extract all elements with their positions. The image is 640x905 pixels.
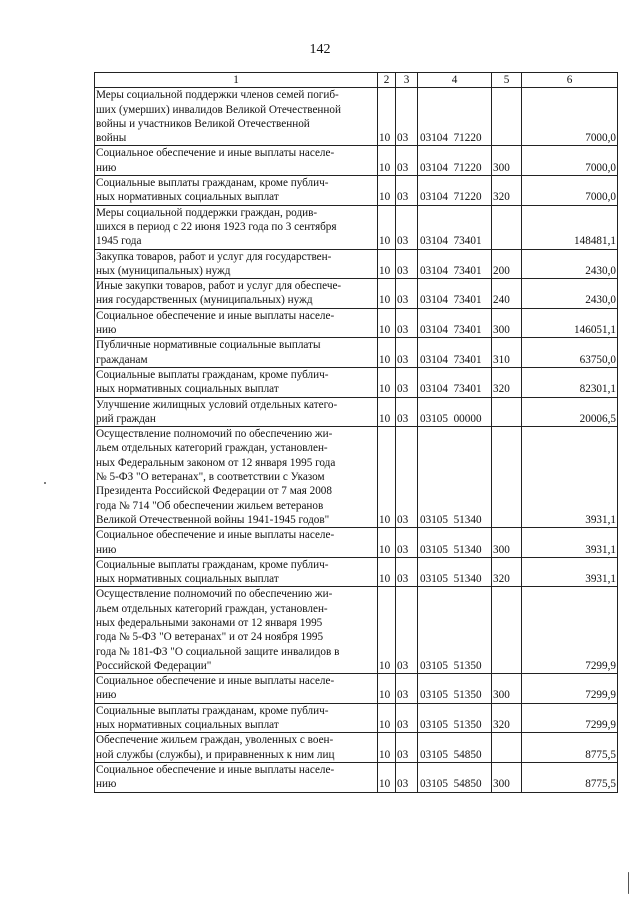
row-amount: 63750,0	[522, 338, 618, 368]
row-description: Социальные выплаты гражданам, кроме публич- ных нормативных социальных выплат	[95, 367, 378, 397]
table-row	[95, 587, 618, 674]
row-code-article: 03104 73401	[418, 249, 492, 279]
row-code-subsection: 03	[396, 733, 418, 763]
row-description: Социальное обеспечение и иные выплаты населе- нию	[95, 528, 378, 558]
row-amount: 82301,1	[522, 367, 618, 397]
table-row	[95, 249, 618, 279]
row-code-article: 03105 51340	[418, 528, 492, 558]
row-amount: 3931,1	[522, 528, 618, 558]
row-code-section: 10	[378, 176, 396, 206]
row-description: Иные закупки товаров, работ и услуг для обеспече- ния государственных (муниципальных) нужд	[95, 279, 378, 309]
row-description: Меры социальной поддержки членов семей погиб- ших (умерших) инвалидов Великой Отечественной войны и участников Великой Отечественной войны	[95, 88, 378, 146]
row-code-article: 03105 51350	[418, 703, 492, 733]
table-row	[95, 338, 618, 368]
header-cell-6: 6	[522, 73, 618, 88]
row-code-type: 300	[492, 528, 522, 558]
row-amount: 148481,1	[522, 205, 618, 249]
row-amount: 7000,0	[522, 176, 618, 206]
table-row	[95, 557, 618, 587]
table-row	[95, 88, 618, 146]
row-code-type: 320	[492, 176, 522, 206]
row-amount: 146051,1	[522, 308, 618, 338]
table-row	[95, 528, 618, 558]
row-code-section: 10	[378, 762, 396, 792]
row-code-section: 10	[378, 249, 396, 279]
scan-speck	[44, 482, 46, 484]
row-code-type: 200	[492, 249, 522, 279]
row-code-article: 03104 71220	[418, 88, 492, 146]
header-cell-5: 5	[492, 73, 522, 88]
row-code-type	[492, 427, 522, 528]
row-code-article: 03105 51350	[418, 587, 492, 674]
row-code-subsection: 03	[396, 249, 418, 279]
row-description: Улучшение жилищных условий отдельных катего- рий граждан	[95, 397, 378, 427]
header-cell-1: 1	[95, 73, 378, 88]
row-code-subsection: 03	[396, 338, 418, 368]
row-code-type: 300	[492, 146, 522, 176]
row-code-article: 03104 71220	[418, 176, 492, 206]
row-code-type: 240	[492, 279, 522, 309]
table-row	[95, 279, 618, 309]
row-code-section: 10	[378, 703, 396, 733]
row-code-subsection: 03	[396, 367, 418, 397]
row-code-subsection: 03	[396, 397, 418, 427]
table-row	[95, 146, 618, 176]
row-amount: 7299,9	[522, 587, 618, 674]
row-code-section: 10	[378, 367, 396, 397]
row-code-subsection: 03	[396, 279, 418, 309]
row-description: Социальное обеспечение и иные выплаты населе- нию	[95, 146, 378, 176]
row-code-subsection: 03	[396, 176, 418, 206]
row-code-section: 10	[378, 88, 396, 146]
row-code-subsection: 03	[396, 427, 418, 528]
header-cell-2: 2	[378, 73, 396, 88]
table-row	[95, 674, 618, 704]
row-code-section: 10	[378, 146, 396, 176]
row-code-subsection: 03	[396, 674, 418, 704]
row-code-article: 03104 73401	[418, 205, 492, 249]
row-code-section: 10	[378, 397, 396, 427]
row-description: Социальные выплаты гражданам, кроме публич- ных нормативных социальных выплат	[95, 176, 378, 206]
row-code-type: 300	[492, 308, 522, 338]
row-code-article: 03104 73401	[418, 308, 492, 338]
row-code-subsection: 03	[396, 205, 418, 249]
row-code-subsection: 03	[396, 308, 418, 338]
table-row	[95, 176, 618, 206]
budget-table	[94, 72, 618, 793]
row-code-section: 10	[378, 279, 396, 309]
row-code-section: 10	[378, 338, 396, 368]
row-code-type: 320	[492, 367, 522, 397]
row-description: Обеспечение жильем граждан, уволенных с воен- ной службы (службы), и приравненных к ним лиц	[95, 733, 378, 763]
scan-speck	[628, 872, 629, 894]
row-code-type	[492, 205, 522, 249]
row-code-type: 300	[492, 762, 522, 792]
row-code-article: 03105 54850	[418, 762, 492, 792]
row-code-article: 03105 51340	[418, 557, 492, 587]
row-code-section: 10	[378, 674, 396, 704]
table-body	[95, 88, 618, 792]
row-description: Социальное обеспечение и иные выплаты населе- нию	[95, 674, 378, 704]
row-amount: 7000,0	[522, 88, 618, 146]
row-amount: 8775,5	[522, 762, 618, 792]
row-code-subsection: 03	[396, 587, 418, 674]
row-code-article: 03104 73401	[418, 367, 492, 397]
row-description: Социальное обеспечение и иные выплаты населе- нию	[95, 762, 378, 792]
row-code-article: 03104 73401	[418, 279, 492, 309]
header-row	[95, 73, 618, 88]
table-row	[95, 367, 618, 397]
row-code-subsection: 03	[396, 146, 418, 176]
row-code-type	[492, 397, 522, 427]
row-description: Публичные нормативные социальные выплаты гражданам	[95, 338, 378, 368]
row-code-section: 10	[378, 308, 396, 338]
table-row	[95, 427, 618, 528]
row-code-type: 320	[492, 557, 522, 587]
row-code-type: 300	[492, 674, 522, 704]
row-amount: 2430,0	[522, 279, 618, 309]
table-row	[95, 205, 618, 249]
row-code-article: 03105 00000	[418, 397, 492, 427]
row-code-section: 10	[378, 733, 396, 763]
row-amount: 2430,0	[522, 249, 618, 279]
table-row	[95, 308, 618, 338]
row-code-type: 310	[492, 338, 522, 368]
row-description: Осуществление полномочий по обеспечению жи- льем отдельных категорий граждан, установлен- ных федеральными законами от 12 января 1995 года № 5-ФЗ "О ветеранах" и от 24 ноября 1995 года № 181-ФЗ "О социальной защите инвалидов в Российской Федерации"	[95, 587, 378, 674]
row-code-article: 03104 71220	[418, 146, 492, 176]
row-description: Социальные выплаты гражданам, кроме публич- ных нормативных социальных выплат	[95, 557, 378, 587]
row-amount: 7299,9	[522, 703, 618, 733]
row-code-subsection: 03	[396, 703, 418, 733]
page-number: 142	[309, 42, 331, 57]
row-code-type: 320	[492, 703, 522, 733]
row-code-subsection: 03	[396, 762, 418, 792]
budget-table-container	[94, 72, 617, 793]
row-code-section: 10	[378, 205, 396, 249]
row-code-type	[492, 587, 522, 674]
row-amount: 3931,1	[522, 557, 618, 587]
row-code-type	[492, 88, 522, 146]
row-code-subsection: 03	[396, 528, 418, 558]
header-cell-3: 3	[396, 73, 418, 88]
row-code-subsection: 03	[396, 88, 418, 146]
row-code-section: 10	[378, 587, 396, 674]
row-amount: 7299,9	[522, 674, 618, 704]
header-cell-4: 4	[418, 73, 492, 88]
table-row	[95, 397, 618, 427]
row-description: Социальные выплаты гражданам, кроме публич- ных нормативных социальных выплат	[95, 703, 378, 733]
row-amount: 3931,1	[522, 427, 618, 528]
row-description: Меры социальной поддержки граждан, родив- шихся в период с 22 июня 1923 года по 3 сентября 1945 года	[95, 205, 378, 249]
row-amount: 7000,0	[522, 146, 618, 176]
row-code-article: 03105 54850	[418, 733, 492, 763]
row-code-subsection: 03	[396, 557, 418, 587]
row-description: Закупка товаров, работ и услуг для государствен- ных (муниципальных) нужд	[95, 249, 378, 279]
row-code-section: 10	[378, 528, 396, 558]
row-code-type	[492, 733, 522, 763]
table-row	[95, 733, 618, 763]
row-code-article: 03105 51340	[418, 427, 492, 528]
row-code-section: 10	[378, 557, 396, 587]
table-row	[95, 762, 618, 792]
row-code-section: 10	[378, 427, 396, 528]
table-row	[95, 703, 618, 733]
row-amount: 8775,5	[522, 733, 618, 763]
row-code-article: 03104 73401	[418, 338, 492, 368]
row-code-article: 03105 51350	[418, 674, 492, 704]
row-description: Социальное обеспечение и иные выплаты населе- нию	[95, 308, 378, 338]
row-amount: 20006,5	[522, 397, 618, 427]
row-description: Осуществление полномочий по обеспечению жи- льем отдельных категорий граждан, установлен- ных Федеральным законом от 12 января 1995 года № 5-ФЗ "О ветеранах", в соответствии с Указом Президента Российской Федерации от 7 мая 2008 года № 714 "Об обеспечении жильем ветеранов Великой Отечественной войны 1941-1945 годов"	[95, 427, 378, 528]
